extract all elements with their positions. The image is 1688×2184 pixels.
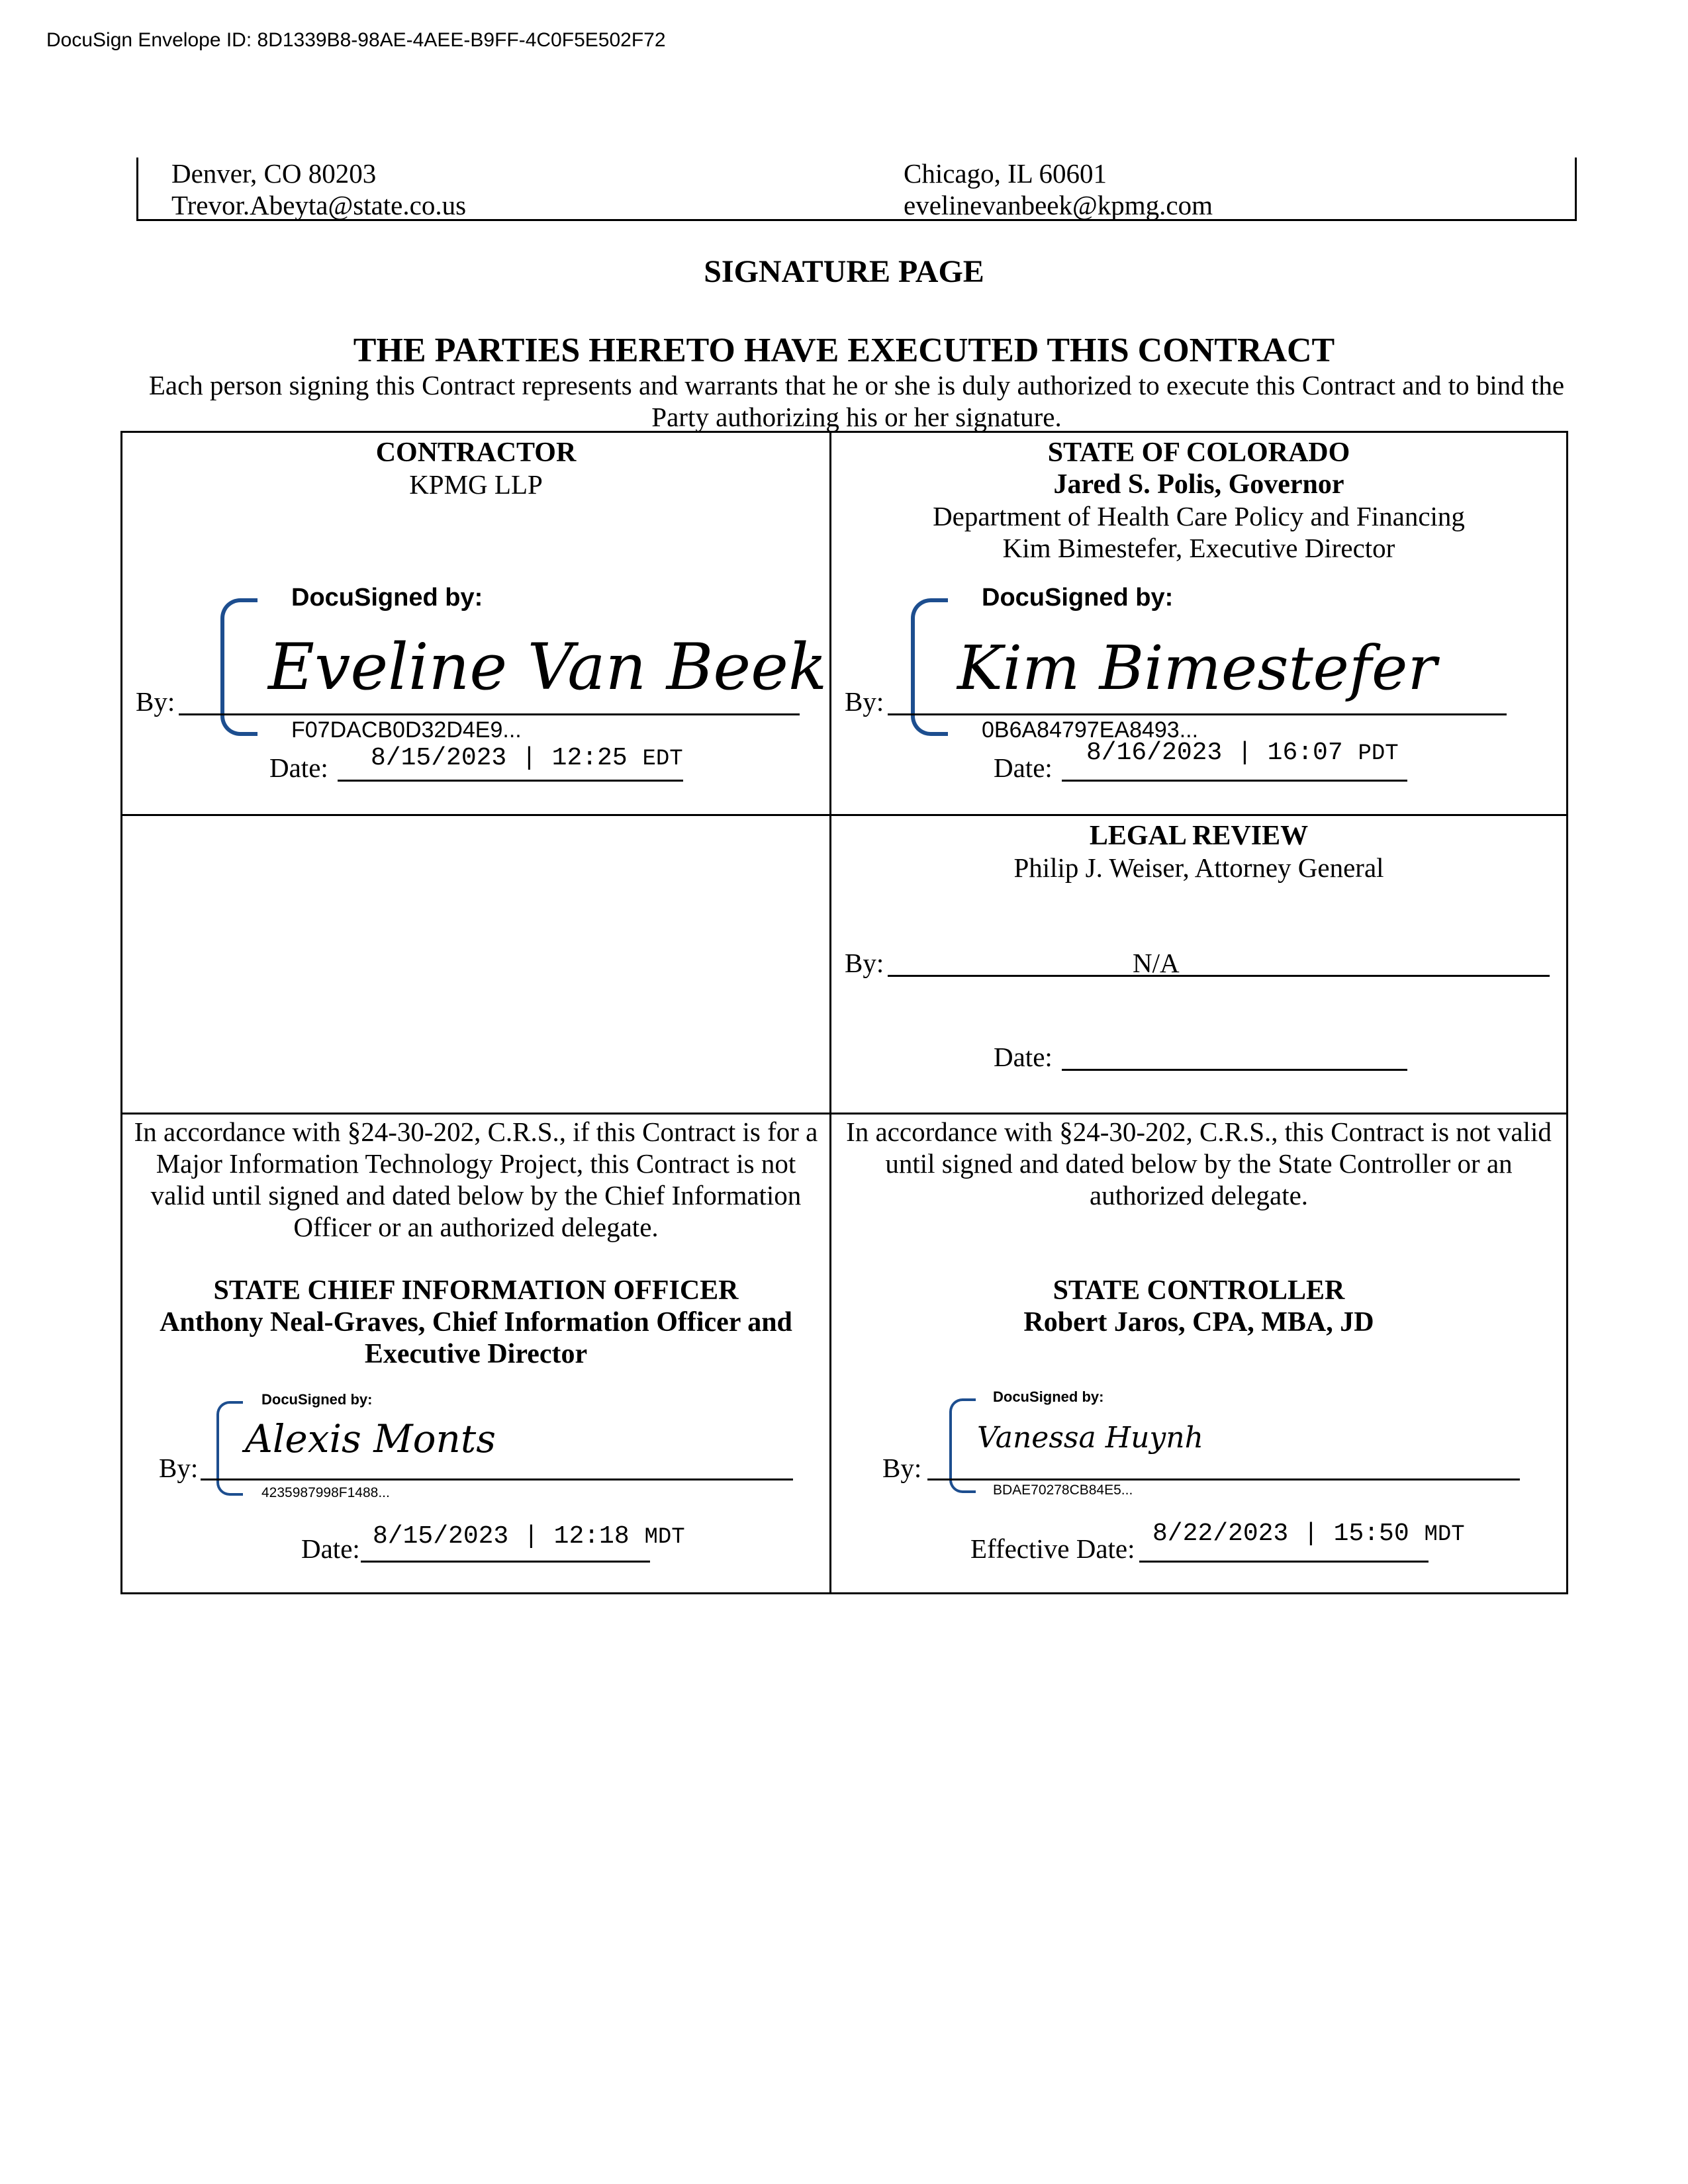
- state-cell: [831, 432, 1568, 815]
- docusigned-label: DocuSigned by:: [261, 1391, 373, 1408]
- signature-line: [201, 1479, 793, 1480]
- signature-text: Vanessa Huynh: [977, 1421, 1203, 1455]
- by-label: By:: [845, 948, 884, 978]
- signed-date: [1152, 1520, 1465, 1548]
- signed-date: [1086, 739, 1399, 767]
- docusigned-label: DocuSigned by:: [993, 1388, 1104, 1405]
- governor-name: Jared S. Polis, Governor: [1053, 469, 1344, 500]
- cio-statement: In accordance with §24-30-202, C.R.S., if this Contract is for a Major Information Technology Project, this Contract is not valid until signed and dated below by the Chief Information Officer or an authorized delegate.: [134, 1116, 818, 1242]
- signature-image: [951, 628, 1437, 707]
- date-label: Date:: [301, 1533, 360, 1564]
- controller-statement: In accordance with §24-30-202, C.R.S., this Contract is not valid until signed and dated below by the State Controller or an authorized delegate.: [846, 1116, 1552, 1210]
- by-label: By:: [136, 686, 175, 717]
- signed-date-timezone: MDT: [1424, 1522, 1465, 1547]
- signed-date-timezone: EDT: [642, 747, 683, 772]
- signed-date-timezone: MDT: [644, 1525, 685, 1550]
- signed-date-value: 8/22/2023 | 15:50: [1152, 1520, 1409, 1548]
- date-line: [338, 780, 683, 782]
- by-value: N/A: [1133, 948, 1180, 978]
- date-line: [361, 1561, 650, 1563]
- signature-image: [242, 1411, 520, 1464]
- page-title: SIGNATURE PAGE: [704, 254, 984, 289]
- contractor-title: CONTRACTOR: [375, 437, 577, 468]
- signature-line: [888, 713, 1507, 715]
- state-title: STATE OF COLORADO: [1047, 437, 1350, 468]
- signed-date: [371, 744, 683, 772]
- docusigned-label: DocuSigned by:: [982, 584, 1174, 612]
- controller-name: Robert Jaros, CPA, MBA, JD: [1023, 1307, 1374, 1338]
- intro-text: Each person signing this Contract represents and warrants that he or she is duly authorized to execute this Contract and to bind the Party authorizing his or her signature.: [148, 370, 1565, 432]
- execution-heading: THE PARTIES HERETO HAVE EXECUTED THIS CONTRACT: [353, 332, 1335, 369]
- signature-image: [974, 1409, 1252, 1462]
- right-address-city: Chicago, IL 60601: [904, 158, 1107, 189]
- envelope-id: DocuSign Envelope ID: 8D1339B8-98AE-4AEE-B9FF-4C0F5E502F72: [46, 29, 666, 51]
- cio-name: Anthony Neal-Graves, Chief Information Officer and Executive Director: [160, 1307, 792, 1369]
- legal-review-title: LEGAL REVIEW: [1089, 821, 1309, 851]
- docusign-id: BDAE70278CB84E5...: [993, 1482, 1133, 1498]
- signature-line: [888, 975, 1550, 977]
- department-name: Department of Health Care Policy and Financing: [933, 501, 1465, 531]
- date-label: Date:: [994, 752, 1053, 783]
- by-label: By:: [159, 1453, 199, 1483]
- signature-text: Alexis Monts: [245, 1416, 496, 1461]
- by-label: By:: [882, 1453, 922, 1483]
- legal-review-cell: [831, 815, 1568, 1114]
- docusign-bracket: [216, 1401, 243, 1496]
- by-label: By:: [845, 686, 884, 717]
- right-address-email: evelinevanbeek@kpmg.com: [904, 190, 1213, 220]
- left-address-email: Trevor.Abeyta@state.co.us: [171, 190, 467, 220]
- cio-cell: [122, 1114, 831, 1594]
- signed-date-value: 8/15/2023 | 12:18: [373, 1522, 630, 1551]
- date-label: Date:: [269, 752, 328, 783]
- cio-title: STATE CHIEF INFORMATION OFFICER: [213, 1275, 739, 1306]
- signed-date: [373, 1522, 685, 1551]
- docusign-id: 0B6A84797EA8493...: [982, 717, 1199, 743]
- docusign-id: F07DACB0D32D4E9...: [291, 717, 522, 743]
- signature-text: Eveline Van Beek: [268, 630, 827, 704]
- controller-title: STATE CONTROLLER: [1053, 1275, 1345, 1306]
- signed-date-value: 8/16/2023 | 16:07: [1086, 739, 1343, 767]
- docusigned-label: DocuSigned by:: [291, 584, 483, 612]
- date-line: [1062, 780, 1407, 782]
- address-block: [136, 158, 1577, 221]
- contractor-cell: [122, 432, 831, 815]
- attorney-general: Philip J. Weiser, Attorney General: [1013, 852, 1384, 883]
- left-address-city: Denver, CO 80203: [171, 158, 377, 189]
- contractor-name: KPMG LLP: [409, 469, 543, 500]
- empty-cell: [122, 815, 831, 1114]
- signature-text: Kim Bimestefer: [957, 633, 1437, 704]
- date-line: [1139, 1561, 1429, 1563]
- executive-director: Kim Bimestefer, Executive Director: [1002, 533, 1395, 563]
- signature-line: [927, 1479, 1520, 1480]
- signature-image: [261, 628, 827, 707]
- signature-line: [179, 713, 800, 715]
- date-line: [1062, 1069, 1407, 1071]
- signed-date-value: 8/15/2023 | 12:25: [371, 744, 628, 772]
- signed-date-timezone: PDT: [1358, 741, 1399, 766]
- date-label: Date:: [994, 1042, 1053, 1072]
- signature-table: [120, 431, 1568, 1594]
- controller-cell: [831, 1114, 1568, 1594]
- date-label: Effective Date:: [970, 1533, 1135, 1564]
- docusign-id: 4235987998F1488...: [261, 1485, 390, 1500]
